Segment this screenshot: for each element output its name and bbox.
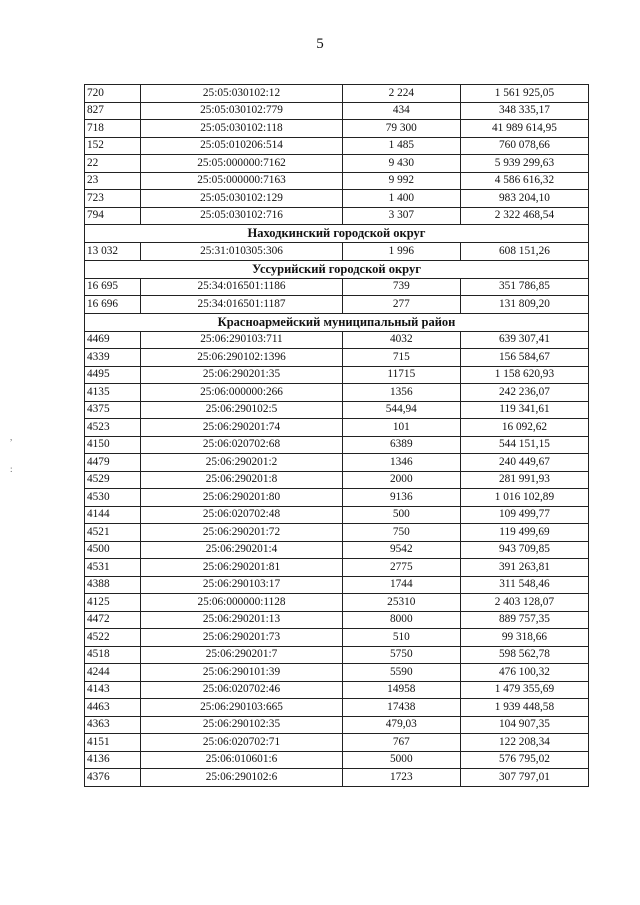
table-row — [85, 349, 589, 367]
cadastral-value-cell: 2 322 468,54 — [460, 207, 588, 225]
cadastral-value-cell: 104 907,35 — [460, 716, 588, 734]
area-cell: 434 — [342, 102, 460, 120]
table-row — [85, 155, 589, 173]
table-row — [85, 594, 589, 612]
section-header-row — [85, 260, 589, 278]
page-number: 5 — [316, 36, 324, 52]
table-row — [85, 734, 589, 752]
table-row — [85, 611, 589, 629]
area-cell: 510 — [342, 629, 460, 647]
cadastral-value-cell: 307 797,01 — [460, 769, 588, 787]
area-cell: 1723 — [342, 769, 460, 787]
plot-number-cell: 4518 — [85, 646, 141, 664]
cadastral-value-cell: 122 208,34 — [460, 734, 588, 752]
cadastral-value-cell: 983 204,10 — [460, 190, 588, 208]
cadastral-number-cell: 25:06:290201:7 — [141, 646, 342, 664]
cadastral-number-cell: 25:06:010601:6 — [141, 751, 342, 769]
section-title: Красноармейский муниципальный район — [85, 313, 589, 331]
table-row — [85, 716, 589, 734]
plot-number-cell: 4463 — [85, 699, 141, 717]
plot-number-cell: 4375 — [85, 401, 141, 419]
plot-number-cell: 23 — [85, 172, 141, 190]
cadastral-value-cell: 1 939 448,58 — [460, 699, 588, 717]
cadastral-value-cell: 119 499,69 — [460, 524, 588, 542]
table-row — [85, 541, 589, 559]
section-title: Находкинский городской округ — [85, 225, 589, 243]
cadastral-number-cell: 25:05:030102:129 — [141, 190, 342, 208]
area-cell: 715 — [342, 349, 460, 367]
cadastral-value-cell: 889 757,35 — [460, 611, 588, 629]
area-cell: 6389 — [342, 436, 460, 454]
table-row — [85, 85, 589, 103]
cadastral-number-cell: 25:06:020702:46 — [141, 681, 342, 699]
area-cell: 9 430 — [342, 155, 460, 173]
cadastral-value-cell: 242 236,07 — [460, 384, 588, 402]
plot-number-cell: 4500 — [85, 541, 141, 559]
table-row — [85, 769, 589, 787]
table-row — [85, 384, 589, 402]
table-row — [85, 454, 589, 472]
cadastral-value-cell: 4 586 616,32 — [460, 172, 588, 190]
area-cell: 79 300 — [342, 120, 460, 138]
plot-number-cell: 4472 — [85, 611, 141, 629]
area-cell: 1744 — [342, 576, 460, 594]
cadastral-value-cell: 1 561 925,05 — [460, 85, 588, 103]
area-cell: 479,03 — [342, 716, 460, 734]
plot-number-cell: 4522 — [85, 629, 141, 647]
plot-number-cell: 4144 — [85, 506, 141, 524]
cadastral-value-cell: 311 548,46 — [460, 576, 588, 594]
cadastral-value-cell: 109 499,77 — [460, 506, 588, 524]
table-row — [85, 137, 589, 155]
cadastral-number-cell: 25:06:290103:17 — [141, 576, 342, 594]
area-cell: 544,94 — [342, 401, 460, 419]
area-cell: 2775 — [342, 559, 460, 577]
plot-number-cell: 22 — [85, 155, 141, 173]
table-row — [85, 646, 589, 664]
area-cell: 5000 — [342, 751, 460, 769]
area-cell: 8000 — [342, 611, 460, 629]
plot-number-cell: 4363 — [85, 716, 141, 734]
cadastral-number-cell: 25:06:000000:1128 — [141, 594, 342, 612]
cadastral-value-cell: 2 403 128,07 — [460, 594, 588, 612]
cadastral-value-cell: 598 562,78 — [460, 646, 588, 664]
cadastral-value-cell: 16 092,62 — [460, 419, 588, 437]
cadastral-number-cell: 25:06:290201:80 — [141, 489, 342, 507]
cadastral-number-cell: 25:06:290103:665 — [141, 699, 342, 717]
scan-speck: : — [10, 464, 13, 474]
area-cell: 3 307 — [342, 207, 460, 225]
cadastral-number-cell: 25:06:290102:5 — [141, 401, 342, 419]
table-row — [85, 207, 589, 225]
cadastral-number-cell: 25:05:030102:779 — [141, 102, 342, 120]
plot-number-cell: 4469 — [85, 331, 141, 349]
plot-number-cell: 4125 — [85, 594, 141, 612]
area-cell: 101 — [342, 419, 460, 437]
plot-number-cell: 4143 — [85, 681, 141, 699]
cadastral-number-cell: 25:31:010305:306 — [141, 243, 342, 261]
cadastral-number-cell: 25:06:290201:81 — [141, 559, 342, 577]
plot-number-cell: 4135 — [85, 384, 141, 402]
cadastral-number-cell: 25:34:016501:1186 — [141, 278, 342, 296]
cadastral-value-cell: 156 584,67 — [460, 349, 588, 367]
area-cell: 17438 — [342, 699, 460, 717]
cadastral-number-cell: 25:06:290103:711 — [141, 331, 342, 349]
area-cell: 500 — [342, 506, 460, 524]
cadastral-number-cell: 25:06:020702:48 — [141, 506, 342, 524]
cadastral-value-cell: 1 016 102,89 — [460, 489, 588, 507]
table-row — [85, 489, 589, 507]
table-row — [85, 331, 589, 349]
area-cell: 5590 — [342, 664, 460, 682]
table-body — [85, 85, 589, 787]
cadastral-value-cell: 281 991,93 — [460, 471, 588, 489]
area-cell: 1 400 — [342, 190, 460, 208]
area-cell: 767 — [342, 734, 460, 752]
area-cell: 11715 — [342, 366, 460, 384]
plot-number-cell: 13 032 — [85, 243, 141, 261]
area-cell: 277 — [342, 296, 460, 314]
area-cell: 25310 — [342, 594, 460, 612]
cadastral-number-cell: 25:05:000000:7163 — [141, 172, 342, 190]
plot-number-cell: 4531 — [85, 559, 141, 577]
cadastral-value-cell: 476 100,32 — [460, 664, 588, 682]
table-row — [85, 172, 589, 190]
area-cell: 1 485 — [342, 137, 460, 155]
area-cell: 14958 — [342, 681, 460, 699]
area-cell: 1356 — [342, 384, 460, 402]
area-cell: 4032 — [342, 331, 460, 349]
cadastral-number-cell: 25:06:290201:73 — [141, 629, 342, 647]
cadastral-value-cell: 99 318,66 — [460, 629, 588, 647]
area-cell: 2 224 — [342, 85, 460, 103]
table-row — [85, 629, 589, 647]
cadastral-value-cell: 131 809,20 — [460, 296, 588, 314]
area-cell: 2000 — [342, 471, 460, 489]
cadastral-value-cell: 119 341,61 — [460, 401, 588, 419]
plot-number-cell: 4479 — [85, 454, 141, 472]
table-row — [85, 120, 589, 138]
plot-number-cell: 4151 — [85, 734, 141, 752]
plot-number-cell: 16 695 — [85, 278, 141, 296]
table-row — [85, 278, 589, 296]
cadastral-number-cell: 25:06:020702:71 — [141, 734, 342, 752]
plot-number-cell: 4495 — [85, 366, 141, 384]
table-row — [85, 366, 589, 384]
table-row — [85, 401, 589, 419]
table-row — [85, 699, 589, 717]
table-row — [85, 102, 589, 120]
area-cell: 9 992 — [342, 172, 460, 190]
plot-number-cell: 152 — [85, 137, 141, 155]
plot-number-cell: 720 — [85, 85, 141, 103]
cadastral-number-cell: 25:06:290201:74 — [141, 419, 342, 437]
cadastral-number-cell: 25:06:290201:8 — [141, 471, 342, 489]
area-cell: 739 — [342, 278, 460, 296]
area-cell: 5750 — [342, 646, 460, 664]
cadastral-number-cell: 25:06:290201:35 — [141, 366, 342, 384]
area-cell: 1 996 — [342, 243, 460, 261]
cadastral-number-cell: 25:05:030102:716 — [141, 207, 342, 225]
table-row — [85, 436, 589, 454]
table-row — [85, 664, 589, 682]
cadastral-value-cell: 544 151,15 — [460, 436, 588, 454]
plot-number-cell: 827 — [85, 102, 141, 120]
area-cell: 9542 — [342, 541, 460, 559]
plot-number-cell: 718 — [85, 120, 141, 138]
cadastral-number-cell: 25:06:290201:72 — [141, 524, 342, 542]
table-row — [85, 506, 589, 524]
land-plots-table — [84, 84, 589, 787]
plot-number-cell: 4244 — [85, 664, 141, 682]
cadastral-number-cell: 25:06:290101:39 — [141, 664, 342, 682]
plot-number-cell: 4376 — [85, 769, 141, 787]
plot-number-cell: 4136 — [85, 751, 141, 769]
cadastral-value-cell: 608 151,26 — [460, 243, 588, 261]
section-header-row — [85, 313, 589, 331]
area-cell: 1346 — [342, 454, 460, 472]
table-row — [85, 296, 589, 314]
cadastral-number-cell: 25:05:010206:514 — [141, 137, 342, 155]
area-cell: 9136 — [342, 489, 460, 507]
cadastral-number-cell: 25:05:030102:118 — [141, 120, 342, 138]
table-row — [85, 681, 589, 699]
cadastral-value-cell: 760 078,66 — [460, 137, 588, 155]
plot-number-cell: 4150 — [85, 436, 141, 454]
cadastral-number-cell: 25:06:020702:68 — [141, 436, 342, 454]
cadastral-value-cell: 41 989 614,95 — [460, 120, 588, 138]
cadastral-number-cell: 25:06:290102:6 — [141, 769, 342, 787]
cadastral-value-cell: 5 939 299,63 — [460, 155, 588, 173]
cadastral-value-cell: 943 709,85 — [460, 541, 588, 559]
cadastral-number-cell: 25:34:016501:1187 — [141, 296, 342, 314]
cadastral-number-cell: 25:06:290201:13 — [141, 611, 342, 629]
area-cell: 750 — [342, 524, 460, 542]
table-row — [85, 419, 589, 437]
plot-number-cell: 723 — [85, 190, 141, 208]
cadastral-number-cell: 25:05:030102:12 — [141, 85, 342, 103]
plot-number-cell: 16 696 — [85, 296, 141, 314]
cadastral-value-cell: 639 307,41 — [460, 331, 588, 349]
section-title: Уссурийский городской округ — [85, 260, 589, 278]
plot-number-cell: 794 — [85, 207, 141, 225]
table-row — [85, 751, 589, 769]
table-row — [85, 524, 589, 542]
cadastral-number-cell: 25:06:290102:35 — [141, 716, 342, 734]
cadastral-number-cell: 25:06:290102:1396 — [141, 349, 342, 367]
table-row — [85, 190, 589, 208]
plot-number-cell: 4530 — [85, 489, 141, 507]
table-row — [85, 243, 589, 261]
cadastral-number-cell: 25:06:290201:2 — [141, 454, 342, 472]
cadastral-value-cell: 348 335,17 — [460, 102, 588, 120]
cadastral-number-cell: 25:05:000000:7162 — [141, 155, 342, 173]
table-row — [85, 576, 589, 594]
cadastral-value-cell: 391 263,81 — [460, 559, 588, 577]
cadastral-value-cell: 1 479 355,69 — [460, 681, 588, 699]
cadastral-number-cell: 25:06:000000:266 — [141, 384, 342, 402]
plot-number-cell: 4388 — [85, 576, 141, 594]
table-row — [85, 471, 589, 489]
plot-number-cell: 4521 — [85, 524, 141, 542]
cadastral-value-cell: 351 786,85 — [460, 278, 588, 296]
cadastral-value-cell: 240 449,67 — [460, 454, 588, 472]
plot-number-cell: 4523 — [85, 419, 141, 437]
plot-number-cell: 4339 — [85, 349, 141, 367]
plot-number-cell: 4529 — [85, 471, 141, 489]
cadastral-value-cell: 576 795,02 — [460, 751, 588, 769]
scan-speck: , — [10, 432, 13, 442]
table-row — [85, 559, 589, 577]
cadastral-number-cell: 25:06:290201:4 — [141, 541, 342, 559]
section-header-row — [85, 225, 589, 243]
cadastral-value-cell: 1 158 620,93 — [460, 366, 588, 384]
